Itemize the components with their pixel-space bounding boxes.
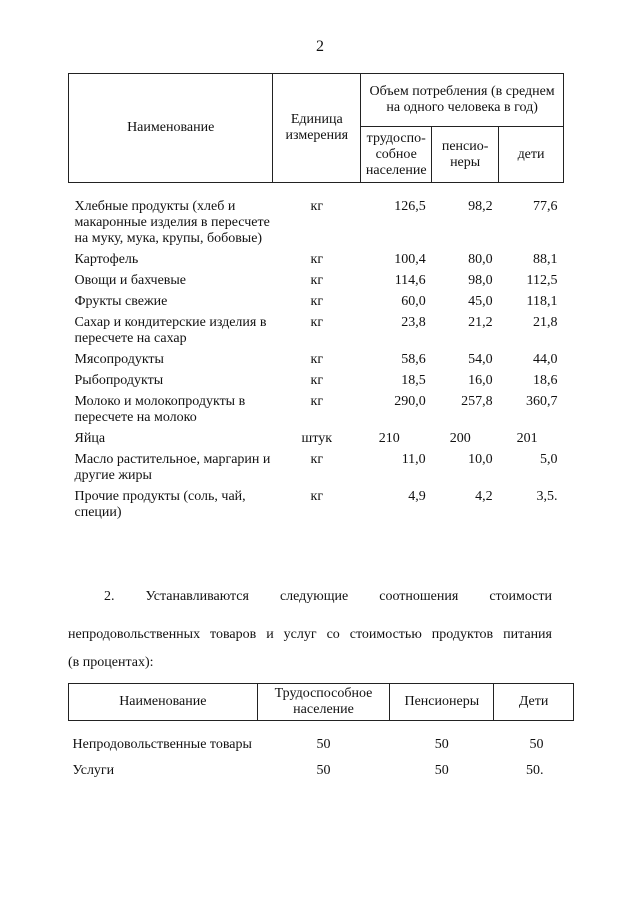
row-working: 60,0 xyxy=(401,294,426,309)
row-children: 50. xyxy=(526,763,544,778)
row-name: Сахар и кондитерские изделия в пересчете на сахар xyxy=(74,315,267,346)
row-working: 126,5 xyxy=(394,199,426,214)
paragraph-line-2: непродовольственных товаров и услуг со стоимостью продуктов питания xyxy=(68,627,552,642)
row-working: 23,8 xyxy=(401,315,426,330)
row-name: Хлебные продукты (хлеб и макаронные изделия в пересчете на муку, мука, крупы, бобовые) xyxy=(74,199,270,246)
row-pensioners: 50 xyxy=(434,763,449,778)
row-pensioners: 21,2 xyxy=(468,315,493,330)
row-pensioners: 80,0 xyxy=(468,252,493,267)
row-unit: кг xyxy=(310,352,324,367)
row-working: 290,0 xyxy=(394,394,426,409)
row-working: 114,6 xyxy=(394,273,426,288)
header-working-population: трудоспо-собное население xyxy=(361,127,432,183)
page-number: 2 xyxy=(316,38,324,55)
header-unit: Единица измерения xyxy=(273,74,361,183)
table-row xyxy=(69,757,574,783)
row-children: 118,1 xyxy=(526,294,558,309)
row-name: Непродовольственные товары xyxy=(72,737,252,752)
consumption-table xyxy=(68,73,564,526)
row-children: 360,7 xyxy=(526,394,558,409)
row-name: Услуги xyxy=(72,763,115,778)
row-unit: кг xyxy=(310,273,324,288)
row-name: Овощи и бахчевые xyxy=(74,273,187,288)
table-row xyxy=(69,489,564,526)
row-unit: кг xyxy=(310,315,324,330)
row-pensioners: 16,0 xyxy=(468,373,493,388)
row-pensioners: 10,0 xyxy=(468,452,493,467)
row-pensioners: 54,0 xyxy=(468,352,493,367)
table-row xyxy=(69,352,564,373)
row-pensioners: 257,8 xyxy=(461,394,493,409)
row-pensioners: 4,2 xyxy=(475,489,493,504)
paragraph-line-3: (в процентах): xyxy=(68,655,154,670)
table-row xyxy=(69,721,574,758)
header-pensioners: Пенсионеры xyxy=(390,684,494,721)
cost-ratio-table xyxy=(68,683,574,783)
row-name: Мясопродукты xyxy=(74,352,164,367)
row-children: 88,1 xyxy=(533,252,558,267)
row-unit: кг xyxy=(310,373,324,388)
table-row xyxy=(69,315,564,352)
row-working: 4,9 xyxy=(408,489,426,504)
row-unit: кг xyxy=(310,199,324,214)
table-row xyxy=(69,373,564,394)
row-name: Картофель xyxy=(74,252,139,267)
header-name: Наименование xyxy=(69,74,273,183)
row-pensioners: 98,2 xyxy=(468,199,493,214)
row-name: Рыбопродукты xyxy=(74,373,164,388)
row-pensioners: 50 xyxy=(434,737,449,752)
row-working: 50 xyxy=(316,737,331,752)
row-unit: кг xyxy=(310,252,324,267)
row-name: Фрукты свежие xyxy=(74,294,168,309)
table-row xyxy=(69,394,564,431)
row-working: 58,6 xyxy=(401,352,426,367)
row-children: 50 xyxy=(529,737,544,752)
row-working: 18,5 xyxy=(401,373,426,388)
row-unit: штук xyxy=(301,431,333,446)
header-children: дети xyxy=(499,127,564,183)
header-children: Дети xyxy=(494,684,574,721)
paragraph-line-1: 2. Устанавливаются следующие соотношения стоимости xyxy=(104,589,552,604)
row-working: 100,4 xyxy=(394,252,426,267)
header-pensioners: пенсио-неры xyxy=(432,127,499,183)
row-children: 112,5 xyxy=(526,273,558,288)
row-children: 77,6 xyxy=(533,199,558,214)
row-children: 201 xyxy=(516,431,538,446)
row-children: 21,8 xyxy=(533,315,558,330)
row-name: Яйца xyxy=(74,431,106,446)
table-row xyxy=(69,183,564,253)
row-name: Масло растительное, маргарин и другие жиры xyxy=(74,452,271,483)
row-children: 5,0 xyxy=(540,452,558,467)
table-row xyxy=(69,252,564,273)
row-pensioners: 200 xyxy=(449,431,471,446)
row-name: Прочие продукты (соль, чай, специи) xyxy=(74,489,246,520)
header-name: Наименование xyxy=(69,684,258,721)
row-children: 44,0 xyxy=(533,352,558,367)
row-working: 210 xyxy=(378,431,400,446)
row-name: Молоко и молокопродукты в пересчете на молоко xyxy=(74,394,246,425)
row-children: 18,6 xyxy=(533,373,558,388)
row-unit: кг xyxy=(310,489,324,504)
row-pensioners: 45,0 xyxy=(468,294,493,309)
row-pensioners: 98,0 xyxy=(468,273,493,288)
table-row xyxy=(69,431,564,452)
row-unit: кг xyxy=(310,294,324,309)
row-children: 3,5. xyxy=(536,489,558,504)
row-working: 11,0 xyxy=(401,452,426,467)
header-working-population: Трудоспособное население xyxy=(257,684,390,721)
row-unit: кг xyxy=(310,394,324,409)
table-row xyxy=(69,452,564,489)
row-unit: кг xyxy=(310,452,324,467)
table-row xyxy=(69,273,564,294)
row-working: 50 xyxy=(316,763,331,778)
header-consumption-volume: Объем потребления (в среднем на одного человека в год) xyxy=(361,74,564,127)
table-row xyxy=(69,294,564,315)
